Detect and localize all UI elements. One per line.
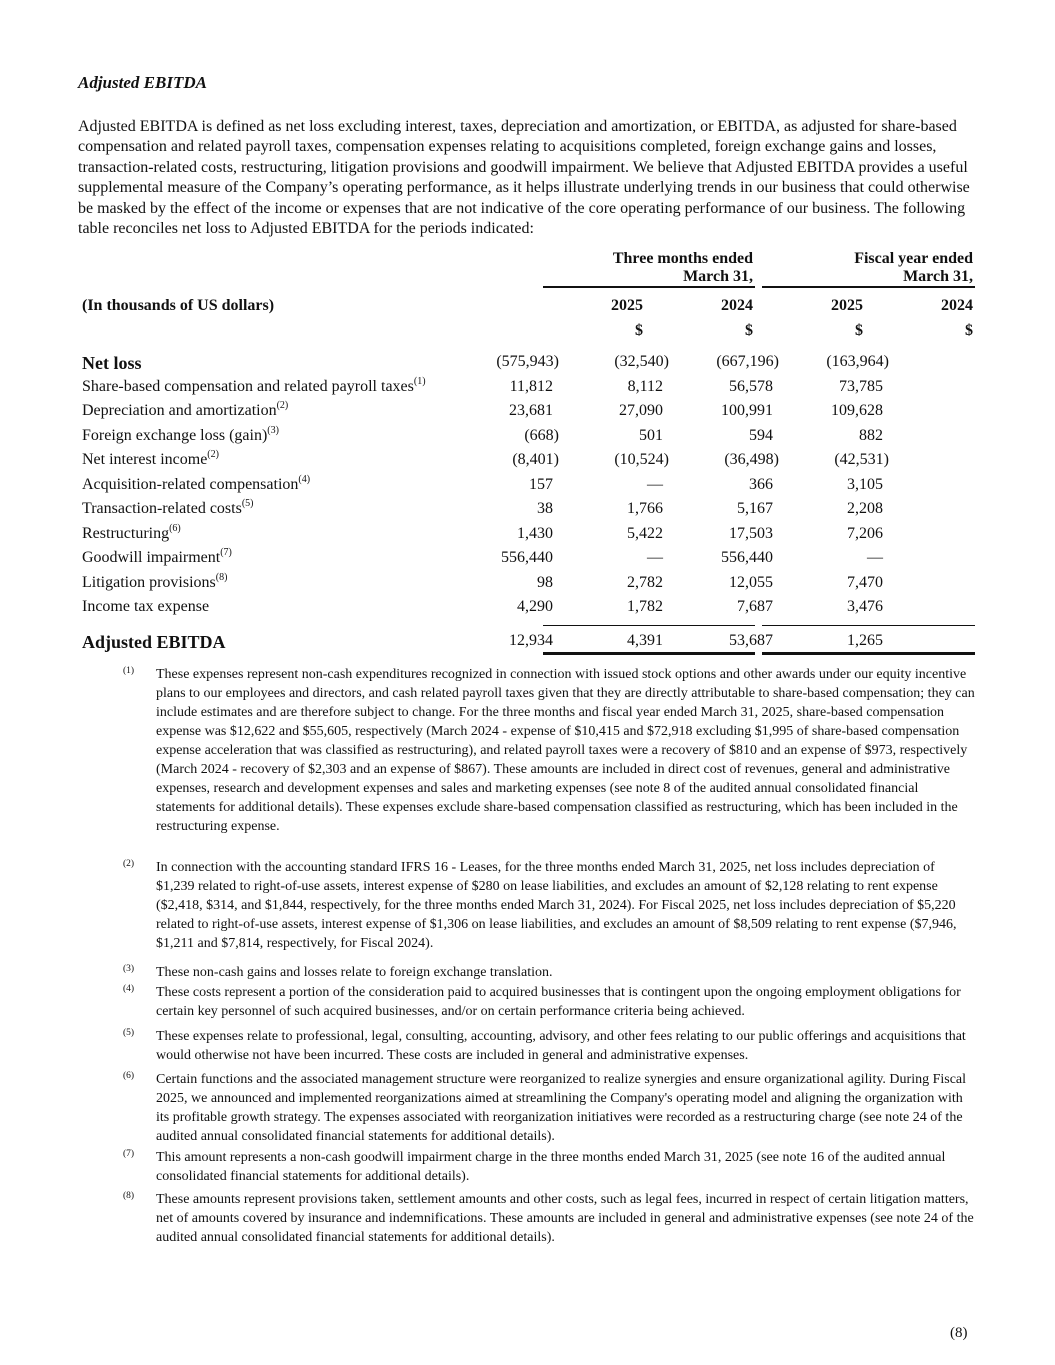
cell-value: (667,196) [716, 353, 779, 370]
footnote-ref: (8) [215, 572, 228, 583]
cell-value: 8,112 [627, 378, 663, 395]
cell-value: 4,391 [627, 632, 663, 649]
cell-value: 501 [639, 427, 663, 444]
footnote-number: (4) [123, 984, 135, 994]
cell-value: — [647, 476, 663, 493]
cell-value: 1,766 [627, 500, 663, 517]
row-label [82, 549, 232, 567]
row-label-text: Depreciation and amortization [82, 402, 277, 419]
row-label [82, 353, 142, 374]
page-number: (8) [950, 1325, 968, 1341]
row-label [82, 500, 253, 518]
table-row [78, 549, 978, 573]
currency-header: $ [745, 322, 753, 339]
table-row [78, 402, 978, 426]
header-rule [543, 286, 755, 288]
cell-value: 594 [749, 427, 773, 444]
table-row [78, 378, 978, 402]
row-label-text: Foreign exchange loss (gain) [82, 427, 268, 444]
row-label-text: Acquisition-related compensation [82, 476, 299, 493]
table-row [78, 353, 978, 377]
cell-value: 1,430 [517, 525, 553, 542]
cell-value: 556,440 [721, 549, 773, 566]
footnote-text: These expenses relate to professional, legal, consulting, accounting, advisory, and other fees relating to our public offerings and acquisitions that would otherwise not have been incurred. These costs are included in general and administrative expenses. [156, 1029, 966, 1063]
table-row [78, 451, 978, 475]
cell-value: 2,208 [847, 500, 883, 517]
cell-value: 7,470 [847, 574, 883, 591]
cell-value: 12,934 [509, 632, 553, 649]
footnote-number: (2) [123, 859, 135, 869]
row-label [82, 632, 226, 653]
cell-value: 109,628 [831, 402, 883, 419]
row-label-text: Net interest income [82, 451, 208, 468]
cell-value: 3,476 [847, 598, 883, 615]
cell-value: 53,687 [729, 632, 773, 649]
row-label-text: Share-based compensation and related payroll taxes [82, 378, 414, 395]
footnote-number: (5) [123, 1028, 135, 1038]
footnote-ref: (1) [413, 376, 426, 387]
row-label [82, 598, 209, 616]
row-label [82, 427, 279, 445]
cell-value: 3,105 [847, 476, 883, 493]
row-label-text: Transaction-related costs [82, 500, 242, 517]
footnote-text: These amounts represent provisions taken, settlement amounts and other costs, such as legal fees, incurred in respect of certain litigation matters, net of amounts covered by insurance and indemnifications. These amounts are included in general and administrative expenses (see note 24 of the audited annual consolidated financial statements for additional details). [156, 1192, 974, 1245]
table-row [78, 574, 978, 598]
cell-value: 11,812 [509, 378, 553, 395]
row-label-text: Net loss [82, 353, 142, 373]
row-label [82, 378, 426, 396]
cell-value: 5,422 [627, 525, 663, 542]
footnote-text: These expenses represent non-cash expenditures recognized in connection with issued stock options and other awards under our equity incentive plans to our employees and directors, and cash related payroll taxes given that they are directly attributable to share-based compensation; they can include estimates and are therefore subject to change. For the three months and fiscal year ended March 31, 2025, share-based compensation expense was $12,622 and $55,605, respectively (March 2024 - expense of $10,415 and $72,918 excluding $1,995 of share-based compensation expense acceleration that was classified as restructuring), and related payroll taxes were a recovery of $810 and an expense of $973, respectively (March 2024 - recovery of $2,303 and an expense of $867). These amounts are included in direct cost of revenues, general and administrative expenses, research and development expenses and sales and marketing expenses (see note 8 of the audited annual consolidated financial statements for additional details). These expenses exclude share-based compensation classified as restructuring, which has been included in the restructuring expense. [156, 667, 975, 834]
intro-paragraph: Adjusted EBITDA is defined as net loss excluding interest, taxes, depreciation and amortization, or EBITDA, as adjusted for share-based compensation and related payroll taxes, compensation expenses relating to acquisitions completed, foreign exchange gains and losses, transaction-related costs, restructuring, litigation provisions and goodwill impairment. We believe that Adjusted EBITDA provides a useful supplemental measure of the Company’s operating performance, as it helps illustrate underlying trends in our business that could otherwise be masked by the effect of the income or expenses that are not indicative of the core operating performance of our business. The following table reconciles net loss to Adjusted EBITDA for the periods indicated: [78, 118, 970, 238]
cell-value: 56,578 [729, 378, 773, 395]
cell-value: (575,943) [496, 353, 559, 370]
row-label [82, 476, 310, 494]
cell-value: 5,167 [737, 500, 773, 517]
cell-value: 366 [749, 476, 773, 493]
row-label-text: Restructuring [82, 525, 170, 542]
footnote-text: Certain functions and the associated management structure were reorganized to realize synergies and ensure organizational agility. During Fiscal 2025, we announced and implemented reorganizations aimed at streamlining the Company's operating model and aligning the organization with its profitable growth strategy. The expenses associated with reorganization initiatives were recorded as a restructuring charge (see note 24 of the audited annual consolidated financial statements for additional details). [156, 1072, 967, 1144]
cell-value: 98 [537, 574, 553, 591]
currency-header: $ [965, 322, 973, 339]
table-row [78, 598, 978, 622]
footnote-number: (8) [123, 1191, 135, 1201]
row-label-text: Adjusted EBITDA [82, 632, 226, 652]
footnote-text: These costs represent a portion of the consideration paid to acquired businesses that is contingent upon the ongoing employment obligations for certain key personnel of such acquired businesses, and/or on certain performance criteria being achieved. [156, 985, 961, 1019]
section-title: Adjusted EBITDA [78, 73, 207, 92]
currency-header: $ [855, 322, 863, 339]
cell-value: (668) [524, 427, 559, 444]
subtotal-rule [543, 625, 755, 626]
cell-value: 17,503 [729, 525, 773, 542]
table-row [78, 427, 978, 451]
table-row [78, 525, 978, 549]
row-label-text: Goodwill impairment [82, 549, 221, 566]
year-header: 2025 [831, 297, 863, 314]
cell-value: 12,055 [729, 574, 773, 591]
header-rule [762, 286, 975, 288]
header-group-line1: Fiscal year ended [854, 250, 973, 267]
header-group-three-months [543, 250, 753, 286]
cell-value: 100,991 [721, 402, 773, 419]
unit-label: (In thousands of US dollars) [82, 297, 275, 314]
row-label [82, 451, 219, 469]
cell-value: 7,687 [737, 598, 773, 615]
cell-value: 38 [537, 500, 553, 517]
cell-value: 7,206 [847, 525, 883, 542]
footnote-number: (6) [123, 1071, 135, 1081]
year-header: 2024 [941, 297, 973, 314]
footnote-text: This amount represents a non-cash goodwill impairment charge in the three months ended March 31, 2025 (see note 16 of the audited annual consolidated financial statements for additional details). [156, 1150, 946, 1184]
currency-header: $ [635, 322, 643, 339]
cell-value: (42,531) [834, 451, 889, 468]
header-group-fiscal-year [763, 250, 973, 286]
cell-value: 2,782 [627, 574, 663, 591]
cell-value: (32,540) [614, 353, 669, 370]
row-label [82, 574, 227, 592]
cell-value: 1,265 [847, 632, 883, 649]
footnote-ref: (5) [241, 498, 254, 509]
footnote-text: In connection with the accounting standard IFRS 16 - Leases, for the three months ended March 31, 2025, net loss includes depreciation of $1,239 related to right-of-use assets, interest expense of $280 on lease liabilities, and excludes an amount of $2,128 relating to rent expense ($2,418, $314, and $1,844, respectively, for the three months ended March 31, 2024). For Fiscal 2025, net loss includes depreciation of $5,220 related to right-of-use assets, interest expense of $1,306 on lease liabilities, and excludes an amount of $8,509 relating to rent expense ($7,946, $1,211 and $7,814, respectively, for Fiscal 2024). [156, 860, 957, 951]
header-group-line2: March 31, [903, 268, 973, 285]
footnote-number: (3) [123, 964, 135, 974]
table-row [78, 476, 978, 500]
year-header: 2024 [721, 297, 753, 314]
header-group-line2: March 31, [683, 268, 753, 285]
cell-value: 882 [859, 427, 883, 444]
total-rule [543, 652, 755, 655]
footnote-ref: (7) [220, 547, 232, 558]
cell-value: — [647, 549, 663, 566]
cell-value: 23,681 [509, 402, 553, 419]
year-header: 2025 [611, 297, 643, 314]
header-group-line1: Three months ended [612, 250, 753, 267]
row-label-text: Income tax expense [82, 598, 210, 615]
cell-value: (8,401) [512, 451, 559, 468]
footnote-ref: (2) [207, 449, 219, 460]
footnote-ref: (2) [276, 400, 289, 411]
cell-value: 27,090 [619, 402, 663, 419]
total-rule [762, 652, 975, 655]
cell-value: — [867, 549, 883, 566]
cell-value: (163,964) [826, 353, 889, 370]
cell-value: 157 [529, 476, 553, 493]
cell-value: (10,524) [614, 451, 669, 468]
footnote-ref: (3) [267, 425, 279, 436]
cell-value: 556,440 [501, 549, 553, 566]
cell-value: 4,290 [517, 598, 553, 615]
footnote-number: (1) [123, 666, 135, 676]
footnote-text: These non-cash gains and losses relate to foreign exchange translation. [156, 965, 553, 980]
cell-value: 73,785 [839, 378, 883, 395]
row-label-text: Litigation provisions [82, 574, 216, 591]
subtotal-rule [762, 625, 975, 626]
cell-value: (36,498) [724, 451, 779, 468]
row-label [82, 525, 181, 543]
footnote-ref: (6) [169, 523, 181, 534]
table-row [78, 500, 978, 524]
footnote-ref: (4) [298, 474, 311, 485]
cell-value: 1,782 [627, 598, 663, 615]
footnote-number: (7) [123, 1149, 135, 1159]
row-label [82, 402, 288, 420]
